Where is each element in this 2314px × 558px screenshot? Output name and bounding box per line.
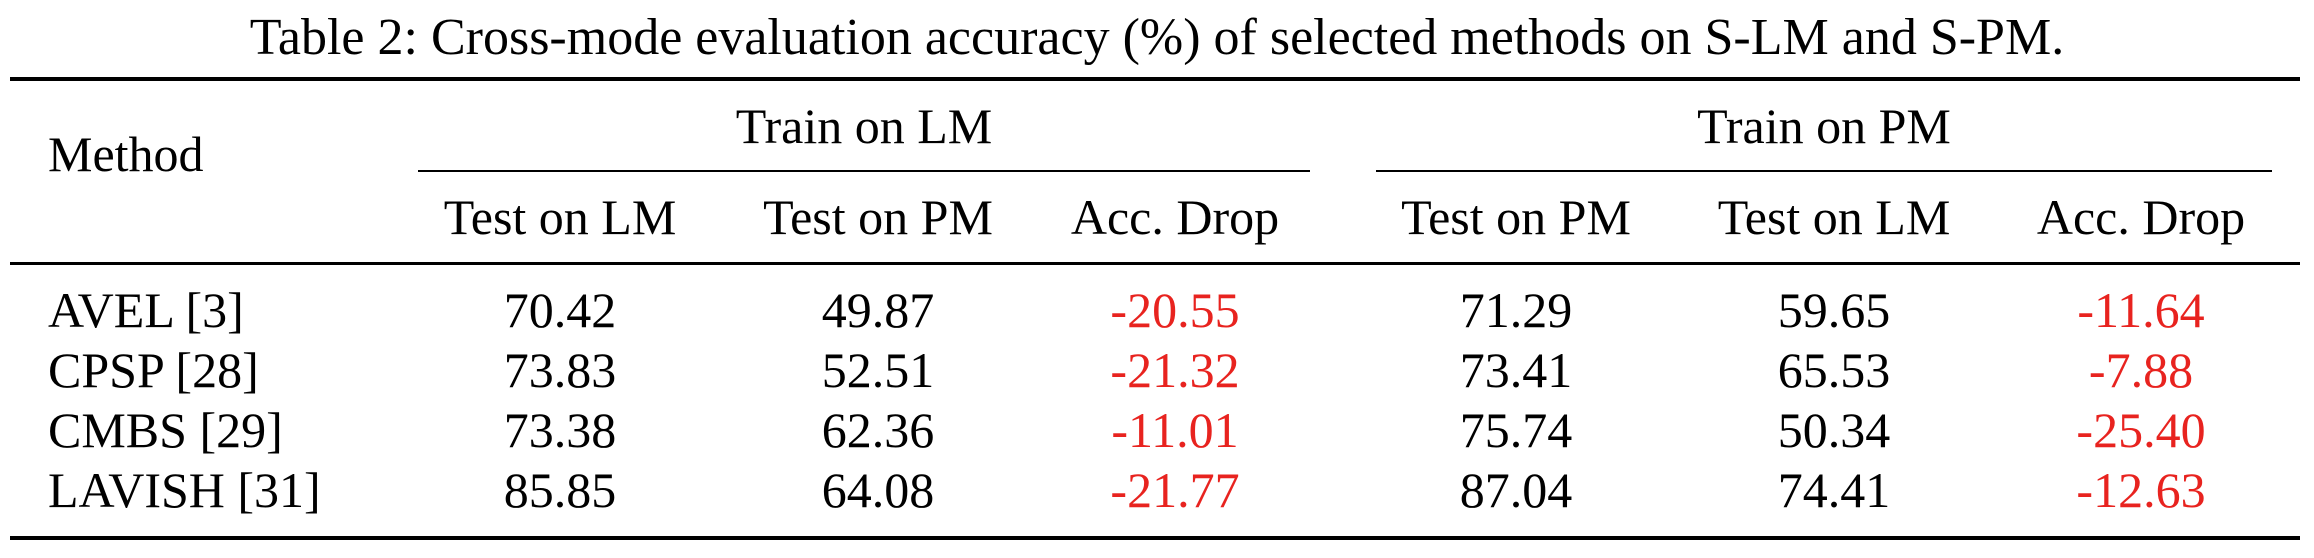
top-rule — [10, 77, 2300, 81]
header-col-1: Test on LM — [443, 189, 677, 245]
row-value: 75.74 — [1459, 402, 1573, 458]
row-method: CPSP [28] — [48, 342, 259, 398]
row-value: 87.04 — [1459, 462, 1573, 518]
header-col-2: Test on PM — [763, 189, 993, 245]
row-value: 65.53 — [1777, 342, 1891, 398]
header-col-3: Acc. Drop — [1070, 189, 1280, 245]
row-acc-drop: -20.55 — [1110, 282, 1240, 338]
header-group-train-pm: Train on PM — [1697, 98, 1951, 154]
group-rule-lm — [418, 170, 1310, 172]
table-caption: Table 2: Cross-mode evaluation accuracy (%) of selected methods on S-LM and S-PM. — [249, 9, 2065, 66]
group-rule-pm — [1376, 170, 2272, 172]
header-col-4: Test on PM — [1401, 189, 1631, 245]
bottom-rule — [10, 536, 2300, 540]
row-acc-drop: -11.64 — [2077, 282, 2205, 338]
row-value: 73.83 — [503, 342, 617, 398]
row-value: 49.87 — [821, 282, 935, 338]
header-method: Method — [48, 126, 204, 182]
row-acc-drop: -12.63 — [2076, 462, 2206, 518]
row-value: 70.42 — [503, 282, 617, 338]
row-value: 62.36 — [821, 402, 935, 458]
row-value: 59.65 — [1777, 282, 1891, 338]
row-acc-drop: -21.77 — [1110, 462, 1240, 518]
header-group-train-lm: Train on LM — [735, 98, 993, 154]
row-acc-drop: -7.88 — [2088, 342, 2194, 398]
header-col-5: Test on LM — [1717, 189, 1951, 245]
header-col-6: Acc. Drop — [2036, 189, 2246, 245]
row-value: 74.41 — [1777, 462, 1891, 518]
row-value: 85.85 — [503, 462, 617, 518]
row-acc-drop: -11.01 — [1111, 402, 1239, 458]
row-method: LAVISH [31] — [48, 462, 321, 518]
row-method: CMBS [29] — [48, 402, 283, 458]
row-value: 73.41 — [1459, 342, 1573, 398]
mid-rule — [10, 262, 2300, 265]
row-method: AVEL [3] — [48, 282, 244, 338]
row-value: 52.51 — [821, 342, 935, 398]
row-value: 64.08 — [821, 462, 935, 518]
row-value: 71.29 — [1459, 282, 1573, 338]
row-acc-drop: -25.40 — [2076, 402, 2206, 458]
row-value: 50.34 — [1777, 402, 1891, 458]
row-value: 73.38 — [503, 402, 617, 458]
row-acc-drop: -21.32 — [1110, 342, 1240, 398]
